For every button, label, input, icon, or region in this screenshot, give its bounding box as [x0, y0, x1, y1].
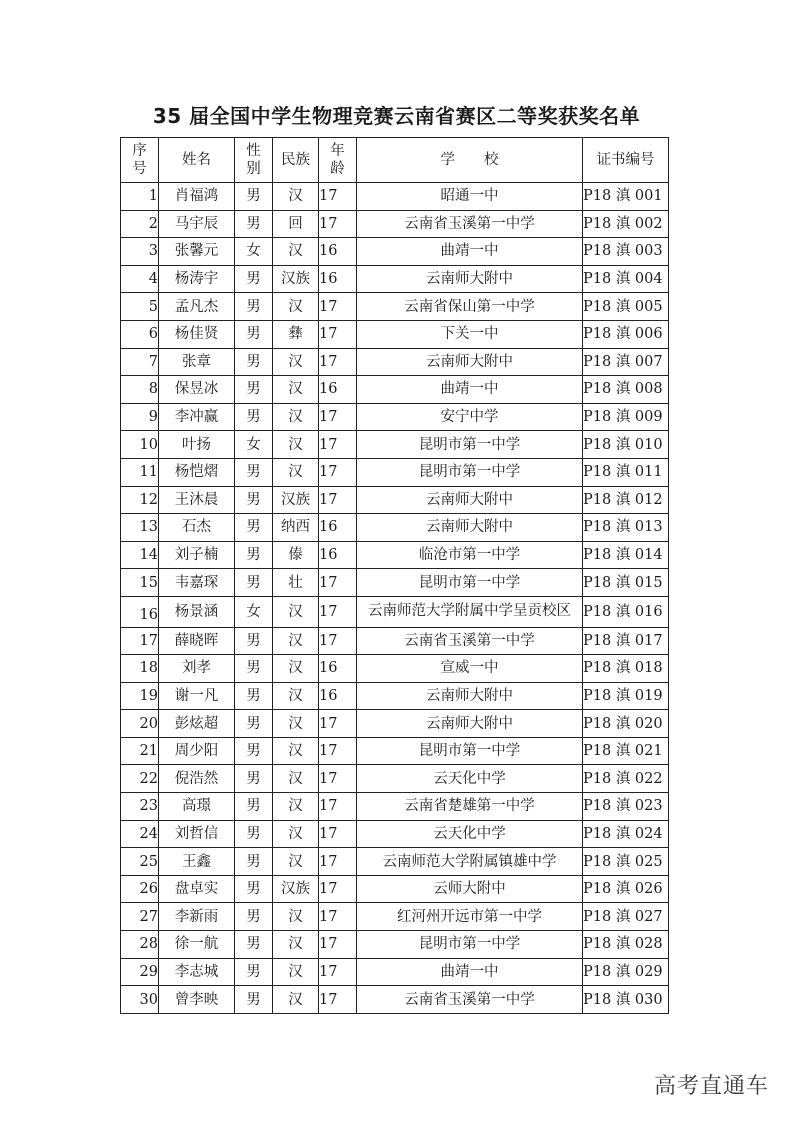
- student-gender: 男: [235, 541, 273, 569]
- table-row: [121, 293, 669, 321]
- certificate-number: P18 滇 010: [583, 431, 669, 459]
- table-row: [121, 348, 669, 376]
- student-school: 云师大附中: [357, 875, 583, 903]
- row-number: 6: [121, 320, 159, 348]
- student-age: 16: [319, 541, 357, 569]
- student-ethnicity: 汉: [273, 848, 319, 876]
- row-number: 28: [121, 931, 159, 959]
- student-age: 17: [319, 320, 357, 348]
- student-ethnicity: 汉: [273, 737, 319, 765]
- student-age: 17: [319, 596, 357, 627]
- student-ethnicity: 汉: [273, 765, 319, 793]
- table-row: [121, 431, 669, 459]
- certificate-number: P18 滇 019: [583, 682, 669, 710]
- certificate-number: P18 滇 026: [583, 875, 669, 903]
- certificate-number: P18 滇 027: [583, 903, 669, 931]
- table-row: [121, 569, 669, 597]
- row-number: 24: [121, 820, 159, 848]
- student-school: 云南省玉溪第一中学: [357, 986, 583, 1014]
- document-title: 35 届全国中学生物理竞赛云南省赛区二等奖获奖名单: [152, 104, 641, 128]
- row-number: 1: [121, 183, 159, 211]
- student-school: 昭通一中: [357, 183, 583, 211]
- student-ethnicity: 汉: [273, 931, 319, 959]
- student-name: 张馨元: [159, 238, 235, 266]
- student-name: 王鑫: [159, 848, 235, 876]
- table-row: [121, 514, 669, 542]
- row-number: 20: [121, 710, 159, 738]
- certificate-number: P18 滇 028: [583, 931, 669, 959]
- student-name: 王沐晨: [159, 486, 235, 514]
- header-label-school: 学 校: [440, 152, 499, 168]
- certificate-number: P18 滇 030: [583, 986, 669, 1014]
- header-label-name: 姓名: [182, 152, 211, 168]
- row-number: 22: [121, 765, 159, 793]
- student-gender: 男: [235, 486, 273, 514]
- header-gender: [235, 138, 273, 183]
- row-number: 8: [121, 376, 159, 404]
- student-age: 16: [319, 655, 357, 683]
- certificate-number: P18 滇 029: [583, 958, 669, 986]
- student-gender: 男: [235, 265, 273, 293]
- row-number: 4: [121, 265, 159, 293]
- certificate-number: P18 滇 014: [583, 541, 669, 569]
- student-school: 云南省保山第一中学: [357, 293, 583, 321]
- student-age: 17: [319, 403, 357, 431]
- student-name: 肖福鸿: [159, 183, 235, 211]
- header-label-cert: 证书编号: [596, 152, 655, 168]
- student-gender: 男: [235, 569, 273, 597]
- student-gender: 女: [235, 431, 273, 459]
- student-name: 马宇辰: [159, 210, 235, 238]
- student-gender: 男: [235, 737, 273, 765]
- certificate-number: P18 滇 001: [583, 183, 669, 211]
- student-gender: 男: [235, 986, 273, 1014]
- student-name: 周少阳: [159, 737, 235, 765]
- student-school: 云南师范大学附属镇雄中学: [357, 848, 583, 876]
- table-row: [121, 541, 669, 569]
- student-school: 曲靖一中: [357, 376, 583, 404]
- student-age: 17: [319, 737, 357, 765]
- certificate-number: P18 滇 006: [583, 320, 669, 348]
- table-row: [121, 793, 669, 821]
- table-body: [121, 183, 669, 1014]
- row-number: 16: [121, 596, 159, 627]
- student-school: 云南师大附中: [357, 486, 583, 514]
- student-age: 17: [319, 569, 357, 597]
- student-age: 17: [319, 486, 357, 514]
- row-number: 12: [121, 486, 159, 514]
- student-ethnicity: 汉族: [273, 875, 319, 903]
- student-age: 17: [319, 820, 357, 848]
- student-gender: 男: [235, 765, 273, 793]
- student-name: 徐一航: [159, 931, 235, 959]
- student-gender: 男: [235, 210, 273, 238]
- student-ethnicity: 彝: [273, 320, 319, 348]
- student-school: 下关一中: [357, 320, 583, 348]
- student-ethnicity: 汉: [273, 627, 319, 655]
- student-ethnicity: 壮: [273, 569, 319, 597]
- student-age: 16: [319, 376, 357, 404]
- student-gender: 男: [235, 293, 273, 321]
- certificate-number: P18 滇 011: [583, 458, 669, 486]
- student-gender: 男: [235, 320, 273, 348]
- row-number: 10: [121, 431, 159, 459]
- student-age: 17: [319, 210, 357, 238]
- row-number: 18: [121, 655, 159, 683]
- table-row: [121, 737, 669, 765]
- certificate-number: P18 滇 018: [583, 655, 669, 683]
- header-no: [121, 138, 159, 183]
- student-school: 云南师大附中: [357, 682, 583, 710]
- table-row: [121, 238, 669, 266]
- certificate-number: P18 滇 024: [583, 820, 669, 848]
- row-number: 17: [121, 627, 159, 655]
- student-ethnicity: 汉: [273, 238, 319, 266]
- student-name: 杨佳贤: [159, 320, 235, 348]
- row-number: 3: [121, 238, 159, 266]
- certificate-number: P18 滇 017: [583, 627, 669, 655]
- certificate-number: P18 滇 012: [583, 486, 669, 514]
- student-school: 云天化中学: [357, 765, 583, 793]
- student-name: 薛晓晖: [159, 627, 235, 655]
- row-number: 15: [121, 569, 159, 597]
- student-age: 17: [319, 183, 357, 211]
- row-number: 11: [121, 458, 159, 486]
- student-name: 倪浩然: [159, 765, 235, 793]
- student-school: 昆明市第一中学: [357, 431, 583, 459]
- student-ethnicity: 汉: [273, 682, 319, 710]
- student-age: 17: [319, 765, 357, 793]
- student-name: 李冲赢: [159, 403, 235, 431]
- student-ethnicity: 汉: [273, 820, 319, 848]
- table-row: [121, 458, 669, 486]
- student-gender: 男: [235, 655, 273, 683]
- student-age: 17: [319, 458, 357, 486]
- student-name: 石杰: [159, 514, 235, 542]
- table-row: [121, 903, 669, 931]
- row-number: 27: [121, 903, 159, 931]
- row-number: 23: [121, 793, 159, 821]
- certificate-number: P18 滇 008: [583, 376, 669, 404]
- row-number: 30: [121, 986, 159, 1014]
- certificate-number: P18 滇 007: [583, 348, 669, 376]
- student-ethnicity: 汉: [273, 596, 319, 627]
- student-ethnicity: 汉: [273, 293, 319, 321]
- student-age: 17: [319, 293, 357, 321]
- student-ethnicity: 汉: [273, 655, 319, 683]
- header-name: [159, 138, 235, 183]
- student-name: 叶扬: [159, 431, 235, 459]
- student-age: 17: [319, 986, 357, 1014]
- student-name: 李志城: [159, 958, 235, 986]
- student-gender: 男: [235, 627, 273, 655]
- student-ethnicity: 汉: [273, 986, 319, 1014]
- student-school: 昆明市第一中学: [357, 458, 583, 486]
- table-row: [121, 848, 669, 876]
- student-ethnicity: 汉: [273, 431, 319, 459]
- student-gender: 男: [235, 348, 273, 376]
- student-gender: 男: [235, 458, 273, 486]
- student-school: 云南师大附中: [357, 710, 583, 738]
- student-ethnicity: 汉: [273, 183, 319, 211]
- row-number: 21: [121, 737, 159, 765]
- student-age: 16: [319, 265, 357, 293]
- table-row: [121, 403, 669, 431]
- table-header-row: [121, 138, 669, 183]
- student-gender: 男: [235, 376, 273, 404]
- header-label-age: 年 龄: [330, 143, 345, 177]
- student-school: 云南师范大学附属中学呈贡校区: [357, 596, 583, 627]
- student-age: 17: [319, 903, 357, 931]
- certificate-number: P18 滇 025: [583, 848, 669, 876]
- table-row: [121, 265, 669, 293]
- student-school: 昆明市第一中学: [357, 737, 583, 765]
- student-gender: 男: [235, 793, 273, 821]
- student-school: 云南师大附中: [357, 265, 583, 293]
- header-cert: [583, 138, 669, 183]
- row-number: 14: [121, 541, 159, 569]
- student-age: 17: [319, 931, 357, 959]
- student-ethnicity: 汉: [273, 958, 319, 986]
- student-name: 杨涛宇: [159, 265, 235, 293]
- student-ethnicity: 汉: [273, 710, 319, 738]
- header-label-gender: 性 别: [246, 143, 261, 177]
- header-label-no: 序 号: [132, 143, 147, 177]
- table-row: [121, 986, 669, 1014]
- student-school: 云南师大附中: [357, 348, 583, 376]
- student-gender: 男: [235, 682, 273, 710]
- student-age: 16: [319, 514, 357, 542]
- student-gender: 男: [235, 183, 273, 211]
- student-school: 云南省楚雄第一中学: [357, 793, 583, 821]
- student-ethnicity: 汉族: [273, 486, 319, 514]
- header-age: [319, 138, 357, 183]
- certificate-number: P18 滇 004: [583, 265, 669, 293]
- table-row: [121, 820, 669, 848]
- student-name: 孟凡杰: [159, 293, 235, 321]
- student-name: 刘孝: [159, 655, 235, 683]
- student-school: 红河州开远市第一中学: [357, 903, 583, 931]
- row-number: 29: [121, 958, 159, 986]
- student-name: 韦嘉琛: [159, 569, 235, 597]
- certificate-number: P18 滇 002: [583, 210, 669, 238]
- student-age: 17: [319, 627, 357, 655]
- table-row: [121, 627, 669, 655]
- student-age: 16: [319, 238, 357, 266]
- certificate-number: P18 滇 016: [583, 596, 669, 627]
- student-gender: 女: [235, 596, 273, 627]
- certificate-number: P18 滇 015: [583, 569, 669, 597]
- table-row: [121, 655, 669, 683]
- student-gender: 男: [235, 931, 273, 959]
- certificate-number: P18 滇 023: [583, 793, 669, 821]
- student-name: 盘卓实: [159, 875, 235, 903]
- student-ethnicity: 汉: [273, 348, 319, 376]
- student-ethnicity: 汉: [273, 376, 319, 404]
- student-school: 安宁中学: [357, 403, 583, 431]
- certificate-number: P18 滇 003: [583, 238, 669, 266]
- student-ethnicity: 汉: [273, 903, 319, 931]
- student-gender: 女: [235, 238, 273, 266]
- student-ethnicity: 汉族: [273, 265, 319, 293]
- student-gender: 男: [235, 903, 273, 931]
- student-ethnicity: 汉: [273, 458, 319, 486]
- certificate-number: P18 滇 005: [583, 293, 669, 321]
- student-name: 彭炫超: [159, 710, 235, 738]
- student-ethnicity: 汉: [273, 403, 319, 431]
- award-table: [120, 137, 669, 1014]
- student-school: 宣威一中: [357, 655, 583, 683]
- student-age: 17: [319, 348, 357, 376]
- student-age: 17: [319, 793, 357, 821]
- student-name: 李新雨: [159, 903, 235, 931]
- student-school: 云南省玉溪第一中学: [357, 210, 583, 238]
- table-row: [121, 931, 669, 959]
- student-name: 杨景涵: [159, 596, 235, 627]
- student-name: 高璟: [159, 793, 235, 821]
- certificate-number: P18 滇 021: [583, 737, 669, 765]
- student-gender: 男: [235, 958, 273, 986]
- table-row: [121, 875, 669, 903]
- student-school: 云天化中学: [357, 820, 583, 848]
- table-row: [121, 320, 669, 348]
- student-gender: 男: [235, 514, 273, 542]
- certificate-number: P18 滇 022: [583, 765, 669, 793]
- student-name: 曾李映: [159, 986, 235, 1014]
- student-ethnicity: 纳西: [273, 514, 319, 542]
- student-name: 刘哲信: [159, 820, 235, 848]
- watermark: 高考直通车: [653, 1074, 769, 1099]
- table-row: [121, 210, 669, 238]
- student-name: 刘子楠: [159, 541, 235, 569]
- student-school: 昆明市第一中学: [357, 931, 583, 959]
- student-ethnicity: 傣: [273, 541, 319, 569]
- table-row: [121, 682, 669, 710]
- student-gender: 男: [235, 848, 273, 876]
- row-number: 25: [121, 848, 159, 876]
- header-school: [357, 138, 583, 183]
- certificate-number: P18 滇 013: [583, 514, 669, 542]
- student-ethnicity: 汉: [273, 793, 319, 821]
- row-number: 13: [121, 514, 159, 542]
- table-row: [121, 376, 669, 404]
- table-row: [121, 486, 669, 514]
- student-age: 17: [319, 958, 357, 986]
- row-number: 19: [121, 682, 159, 710]
- student-gender: 男: [235, 710, 273, 738]
- student-gender: 男: [235, 403, 273, 431]
- student-school: 云南省玉溪第一中学: [357, 627, 583, 655]
- student-gender: 男: [235, 820, 273, 848]
- student-school: 云南师大附中: [357, 514, 583, 542]
- table-row: [121, 765, 669, 793]
- row-number: 7: [121, 348, 159, 376]
- student-age: 17: [319, 848, 357, 876]
- table-row: [121, 958, 669, 986]
- student-school: 临沧市第一中学: [357, 541, 583, 569]
- header-label-ethnicity: 民族: [281, 152, 310, 168]
- certificate-number: P18 滇 020: [583, 710, 669, 738]
- student-name: 杨恺熠: [159, 458, 235, 486]
- table-row: [121, 183, 669, 211]
- student-gender: 男: [235, 875, 273, 903]
- student-school: 曲靖一中: [357, 238, 583, 266]
- student-name: 保昱冰: [159, 376, 235, 404]
- student-age: 17: [319, 875, 357, 903]
- student-school: 昆明市第一中学: [357, 569, 583, 597]
- student-age: 17: [319, 710, 357, 738]
- table-row: [121, 596, 669, 627]
- student-age: 17: [319, 431, 357, 459]
- row-number: 5: [121, 293, 159, 321]
- header-ethnicity: [273, 138, 319, 183]
- row-number: 9: [121, 403, 159, 431]
- row-number: 26: [121, 875, 159, 903]
- student-name: 张章: [159, 348, 235, 376]
- certificate-number: P18 滇 009: [583, 403, 669, 431]
- student-school: 曲靖一中: [357, 958, 583, 986]
- student-ethnicity: 回: [273, 210, 319, 238]
- table-row: [121, 710, 669, 738]
- row-number: 2: [121, 210, 159, 238]
- student-age: 16: [319, 682, 357, 710]
- student-name: 谢一凡: [159, 682, 235, 710]
